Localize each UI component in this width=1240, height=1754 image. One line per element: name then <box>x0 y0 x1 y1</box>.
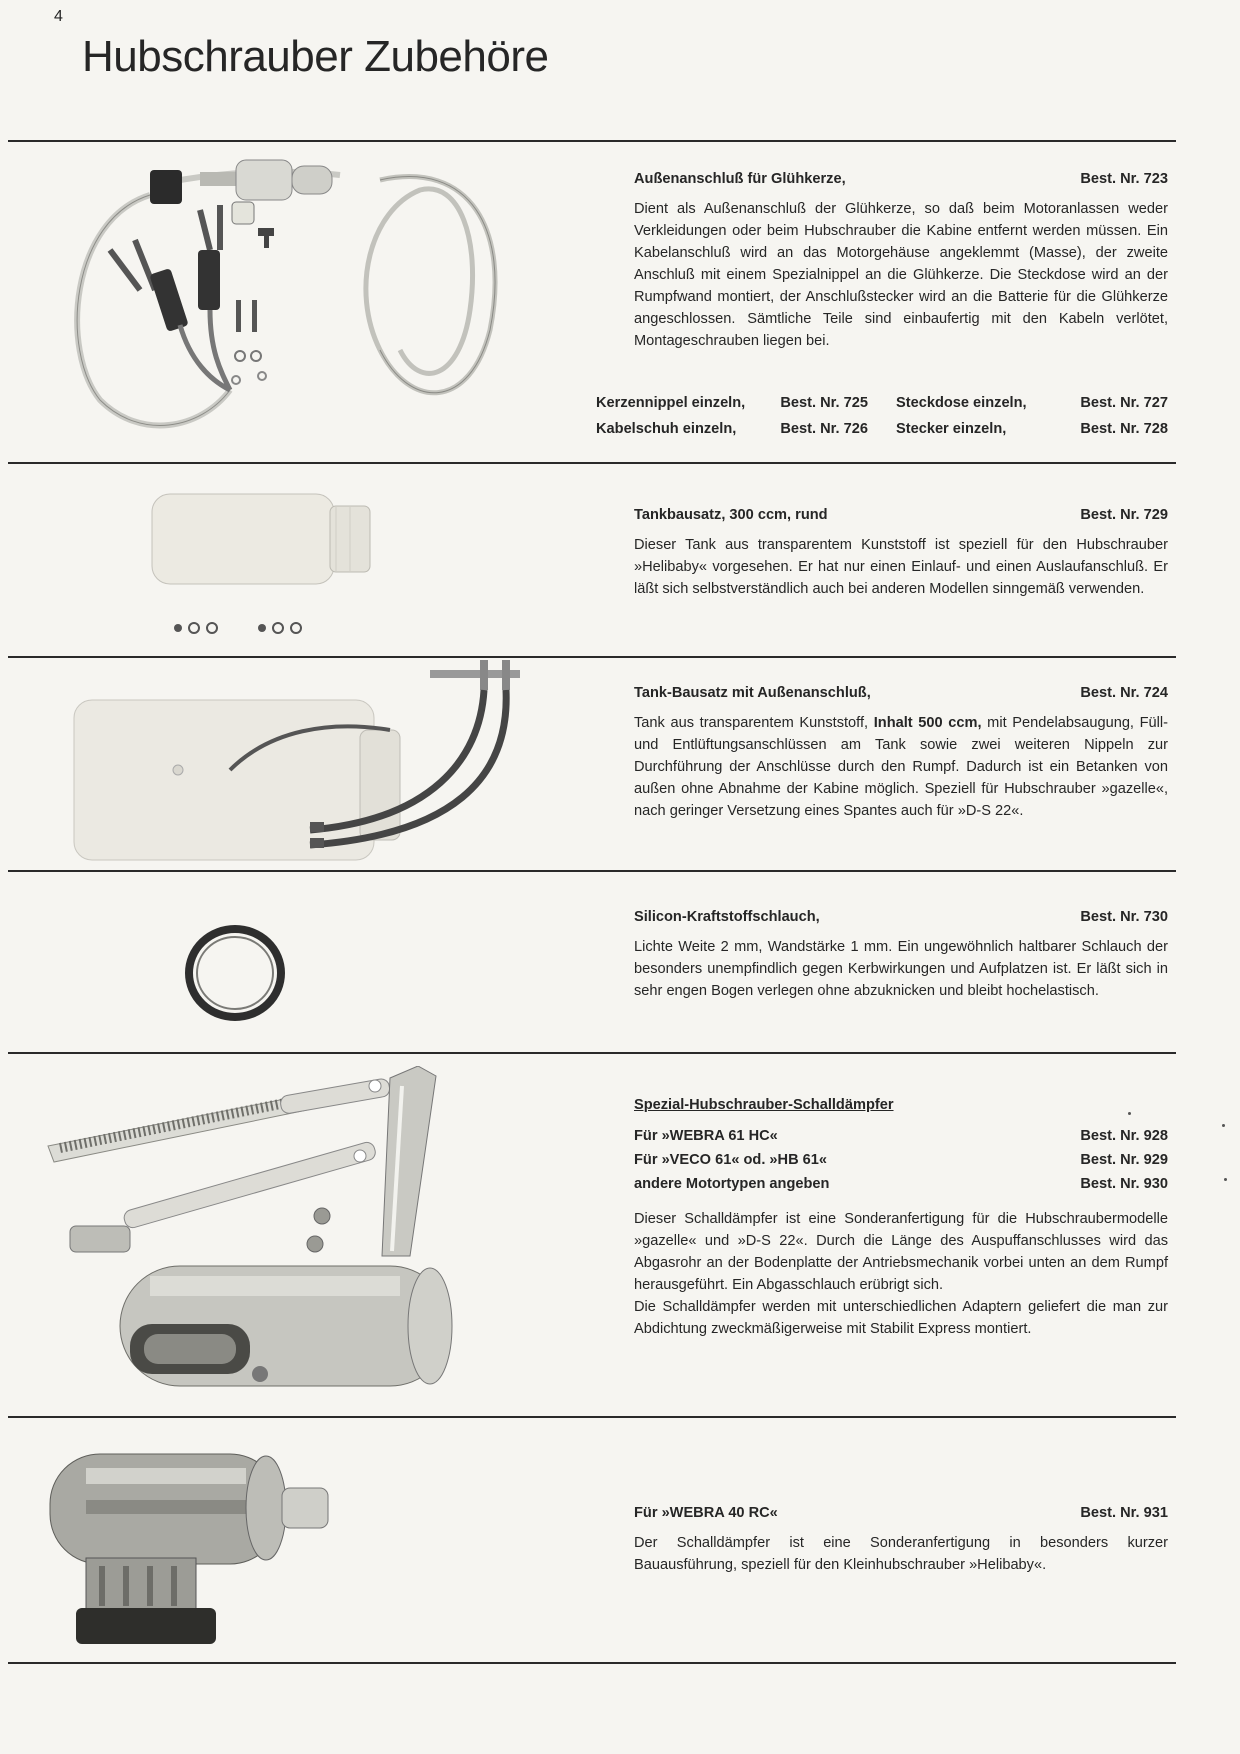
part-kabelschuh: Kabelschuh einzeln, Best. Nr. 726 <box>596 421 868 437</box>
tank300-body: Dieser Tank aus transparentem Kunststoff ist speziell für den Hubschrauber »Helibaby« vorgesehen. Er hat nur einen Einlauf- und einen Auslaufanschluß. Er läßt sich selbstverständlich auch bei anderen Modellen sinngemäß verwenden. <box>634 537 1168 597</box>
divider <box>8 1662 1176 1664</box>
tank300-title: Tankbausatz, 300 ccm, rund <box>634 507 828 523</box>
gluehkerze-body: Dient als Außenanschluß der Glühkerze, so daß beim Motoranlassen weder Verkleidungen oder beim Hubschrauber die Kabine entfernt werden müssen. Ein Kabelanschluß wird an das Motorgehäuse angeklemmt (Masse), der zweite Anschluß mit einem Spezialnippel an die Glühkerze. Die Steckdose wird an der Rumpfwand montiert, der Anschlußstecker wird an die Batterie für die Glühkerze angeschlossen. Sämtliche Teile sind einbaufertig mit den Kabeln verlötet, Montageschrauben liegen bei. <box>634 201 1168 349</box>
part-kerzennippel: Kerzennippel einzeln, Best. Nr. 725 <box>596 395 868 411</box>
tank500-body: Tank aus transparentem Kunststoff, Inhalt 500 ccm, mit Pendelabsaugung, Füll- und Entlüftungsanschlüssen am Tank sowie zwei weiteren Nippeln zur Durchführung der Anschlüsse durch den Rumpf. Dadurch ist ein Betanken von außen ohne Abnahme der Kabine möglich. Speziell für Hubschrauber »gazelle«, nach geringer Versetzung eines Spantes auch für »D-S 22«. <box>634 715 1169 819</box>
webra40-best-nr: Best. Nr. 931 <box>1080 1505 1168 1521</box>
schlauch-body: Lichte Weite 2 mm, Wandstärke 1 mm. Ein ungewöhnlich haltbarer Schlauch der besonders unempfindlich gegen Kerbwirkungen und Aufplatzen ist. Er läßt sich in sehr engen Bogen verlegen ohne abzuknicken und bleibt hochelastisch. <box>634 939 1168 999</box>
tank-500-photo <box>70 660 550 865</box>
print-speck <box>1224 1178 1227 1181</box>
webra40-text <box>634 1502 1168 1576</box>
gluehkerze-title: Außenanschluß für Glühkerze, <box>634 171 846 187</box>
divider <box>8 870 1176 872</box>
divider <box>8 656 1176 658</box>
gluehkerze-best-nr: Best. Nr. 723 <box>1080 171 1168 187</box>
gluehkerze-text <box>634 168 1168 352</box>
tank-300-photo <box>150 488 380 638</box>
page-title: Hubschrauber Zubehöre <box>82 32 549 81</box>
webra40-body: Der Schalldämpfer ist eine Sonderanfertigung in besonders kurzer Bauausführung, speziell für den Kleinhubschrauber »Helibaby«. <box>634 1535 1168 1573</box>
tank500-text <box>634 682 1168 822</box>
table-row: Für »VECO 61« od. »HB 61« Best. Nr. 929 <box>634 1152 1168 1168</box>
print-speck <box>1128 1112 1131 1115</box>
tank500-title: Tank-Bausatz mit Außenanschluß, <box>634 685 871 701</box>
schlauch-header <box>634 906 1168 928</box>
tank300-header <box>634 504 1168 526</box>
webra40-header <box>634 1502 1168 1524</box>
glow-plug-connector-photo <box>40 150 510 450</box>
schalldaempfer-body-1: Dieser Schalldämpfer ist eine Sonderanfertigung für die Hubschraubermodelle »gazelle« und »D-S 22«. Durch die Länge des Auspuffanschlusses wird das Abgasrohr an der Bodenplatte der Antriebsmechanik vorbei unten an dem Rumpf herausgeführt. Ein Abgasschlauch erübrigt sich. <box>634 1211 1168 1293</box>
tank500-best-nr: Best. Nr. 724 <box>1080 685 1168 701</box>
table-row: Für »WEBRA 61 HC« Best. Nr. 928 <box>634 1128 1168 1144</box>
schalldaempfer-body-2: Die Schalldämpfer werden mit unterschiedlichen Adaptern geliefert die man zur Abdichtung zweckmäßigerweise mit Stabilit Express montiert. <box>634 1299 1168 1337</box>
part-stecker: Stecker einzeln, Best. Nr. 728 <box>896 421 1168 437</box>
table-row: andere Motortypen angeben Best. Nr. 930 <box>634 1176 1168 1192</box>
schalldaempfer-text <box>634 1094 1168 1340</box>
schlauch-title: Silicon-Kraftstoffschlauch, <box>634 909 820 925</box>
schalldaempfer-heading: Spezial-Hubschrauber-Schalldämpfer <box>634 1097 894 1113</box>
part-steckdose: Steckdose einzeln, Best. Nr. 727 <box>896 395 1168 411</box>
silicone-hose-photo <box>180 918 290 1028</box>
muffler-parts-photo <box>40 1066 460 1406</box>
webra40-title: Für »WEBRA 40 RC« <box>634 1505 778 1521</box>
webra40-muffler-photo <box>46 1448 336 1648</box>
tank300-text <box>634 504 1168 600</box>
gluehkerze-parts <box>596 390 1168 442</box>
tank300-best-nr: Best. Nr. 729 <box>1080 507 1168 523</box>
divider <box>8 1416 1176 1418</box>
schlauch-text <box>634 906 1168 1002</box>
page-number: 4 <box>54 8 63 25</box>
tank500-header <box>634 682 1168 704</box>
divider <box>8 462 1176 464</box>
gluehkerze-header <box>634 168 1168 190</box>
divider <box>8 1052 1176 1054</box>
schalldaempfer-spec-table <box>634 1124 1168 1196</box>
divider <box>8 140 1176 142</box>
schlauch-best-nr: Best. Nr. 730 <box>1080 909 1168 925</box>
print-speck <box>1222 1124 1225 1127</box>
